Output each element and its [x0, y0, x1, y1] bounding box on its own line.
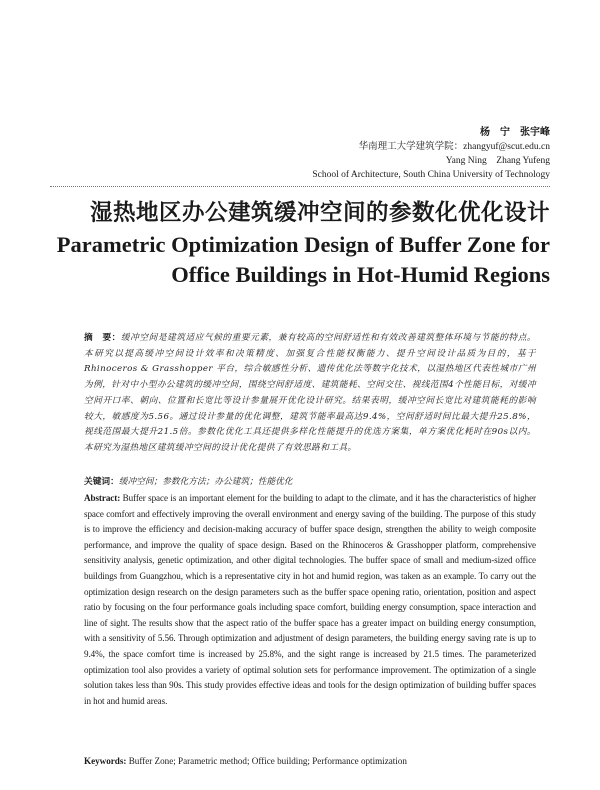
- author-names-cn: 杨 宁 张宇峰: [480, 127, 550, 138]
- author-block: [130, 126, 550, 182]
- keywords-en-label: Keywords:: [84, 756, 127, 766]
- keywords-cn-text: 缓冲空间；参数化方法；办公建筑；性能优化: [118, 477, 293, 487]
- abstract-cn-label: 摘 要：: [84, 333, 121, 343]
- keywords-cn-label: 关键词：: [84, 477, 119, 487]
- abstract-en-text: Buffer space is an important element for the building to adapt to the climate, and it has the characteristics of higher space comfort and effectively improving the overall environment and energy saving of the building. The purpose of this study is to improve the efficiency and decision-making accuracy of buffer space design, strengthen the ability to weigh composite performance, and improve the quality of space design. Based on the Rhinoceros & Grasshopper platform, comprehensive sensitivity analysis, genetic optimization, and other digital technologies. The buffer space of small and medium-sized office buildings from Guangzhou, which is a representative city in hot and humid region, was taken as an example. To carry out the optimization design research on the design parameters such as the buffer space opening ratio, orientation, position and aspect ratio by focusing on the four performance goals including space comfort, building energy consumption, space interaction and line of sight. The results show that the aspect ratio of the buffer space has a greater impact on building energy consumption, with a sensitivity of 5.56. Through optimization and adjustment of design parameters, the building energy saving rate is up to 9.4%, the space comfort time is increased by 25.8%, and the sight range is increased by 21.5 times. The parameterized optimization tool also provides a variety of optimal solution sets for performance improvement. The optimization of a single solution takes less than 90s. This study provides effective ideas and tools for the design optimization of building buffer spaces in hot and humid areas.: [84, 493, 536, 706]
- keywords-en: [84, 754, 536, 768]
- keywords-en-text: Buffer Zone; Parametric method; Office building; Performance optimization: [128, 756, 407, 766]
- paper-title-en: [30, 230, 550, 290]
- abstract-cn-text: 缓冲空间是建筑适应气候的重要元素，兼有较高的空间舒适性和有效改善建筑整体环境与节能的特点。本研究以提高缓冲空间设计效率和决策精度、加强复合性能权衡能力、提升空间设计品质为目的，基于 Rhinoceros & Grasshopper 平台，综合敏感性分析、遗传优化法等数字化技术，以湿热地区代表性城市广州为例，针对中小型办公建筑的缓冲空间，围绕空间舒适度、建筑能耗、空间交往、视线范围4个性能目标，对缓冲空间开口率、朝向、位置和长宽比等设计参量展开优化设计研究。结果表明，缓冲空间长宽比对建筑能耗的影响较大，敏感度为5.56。通过设计参量的优化调整，建筑节能率最高达9.4%，空间舒适时间比最大提升25.8%，视线范围最大提升21.5倍。参数化优化工具还提供多样化性能提升的优选方案集，单方案优化耗时在90s以内。本研究为湿热地区建筑缓冲空间的设计优化提供了有效思路和工具。: [84, 333, 537, 453]
- paper-title-cn: 湿热地区办公建筑缓冲空间的参数化优化设计: [89, 200, 550, 226]
- abstract-en-label: Abstract:: [84, 493, 121, 503]
- header-divider: [50, 186, 550, 187]
- paper-title-en-line2: Office Buildings in Hot-Humid Regions: [171, 262, 550, 287]
- abstract-cn: [84, 331, 536, 457]
- paper-title-en-line1: Parametric Optimization Design of Buffer Zone for: [56, 232, 550, 257]
- author-affiliation-en: School of Architecture, South China University of Technology: [312, 170, 550, 180]
- author-affiliation-cn: 华南理工大学建筑学院：zhangyuf@scut.edu.cn: [358, 142, 550, 152]
- abstract-en: [84, 491, 536, 709]
- keywords-cn: [84, 475, 536, 489]
- author-names-en: Yang Ning Zhang Yufeng: [445, 156, 550, 166]
